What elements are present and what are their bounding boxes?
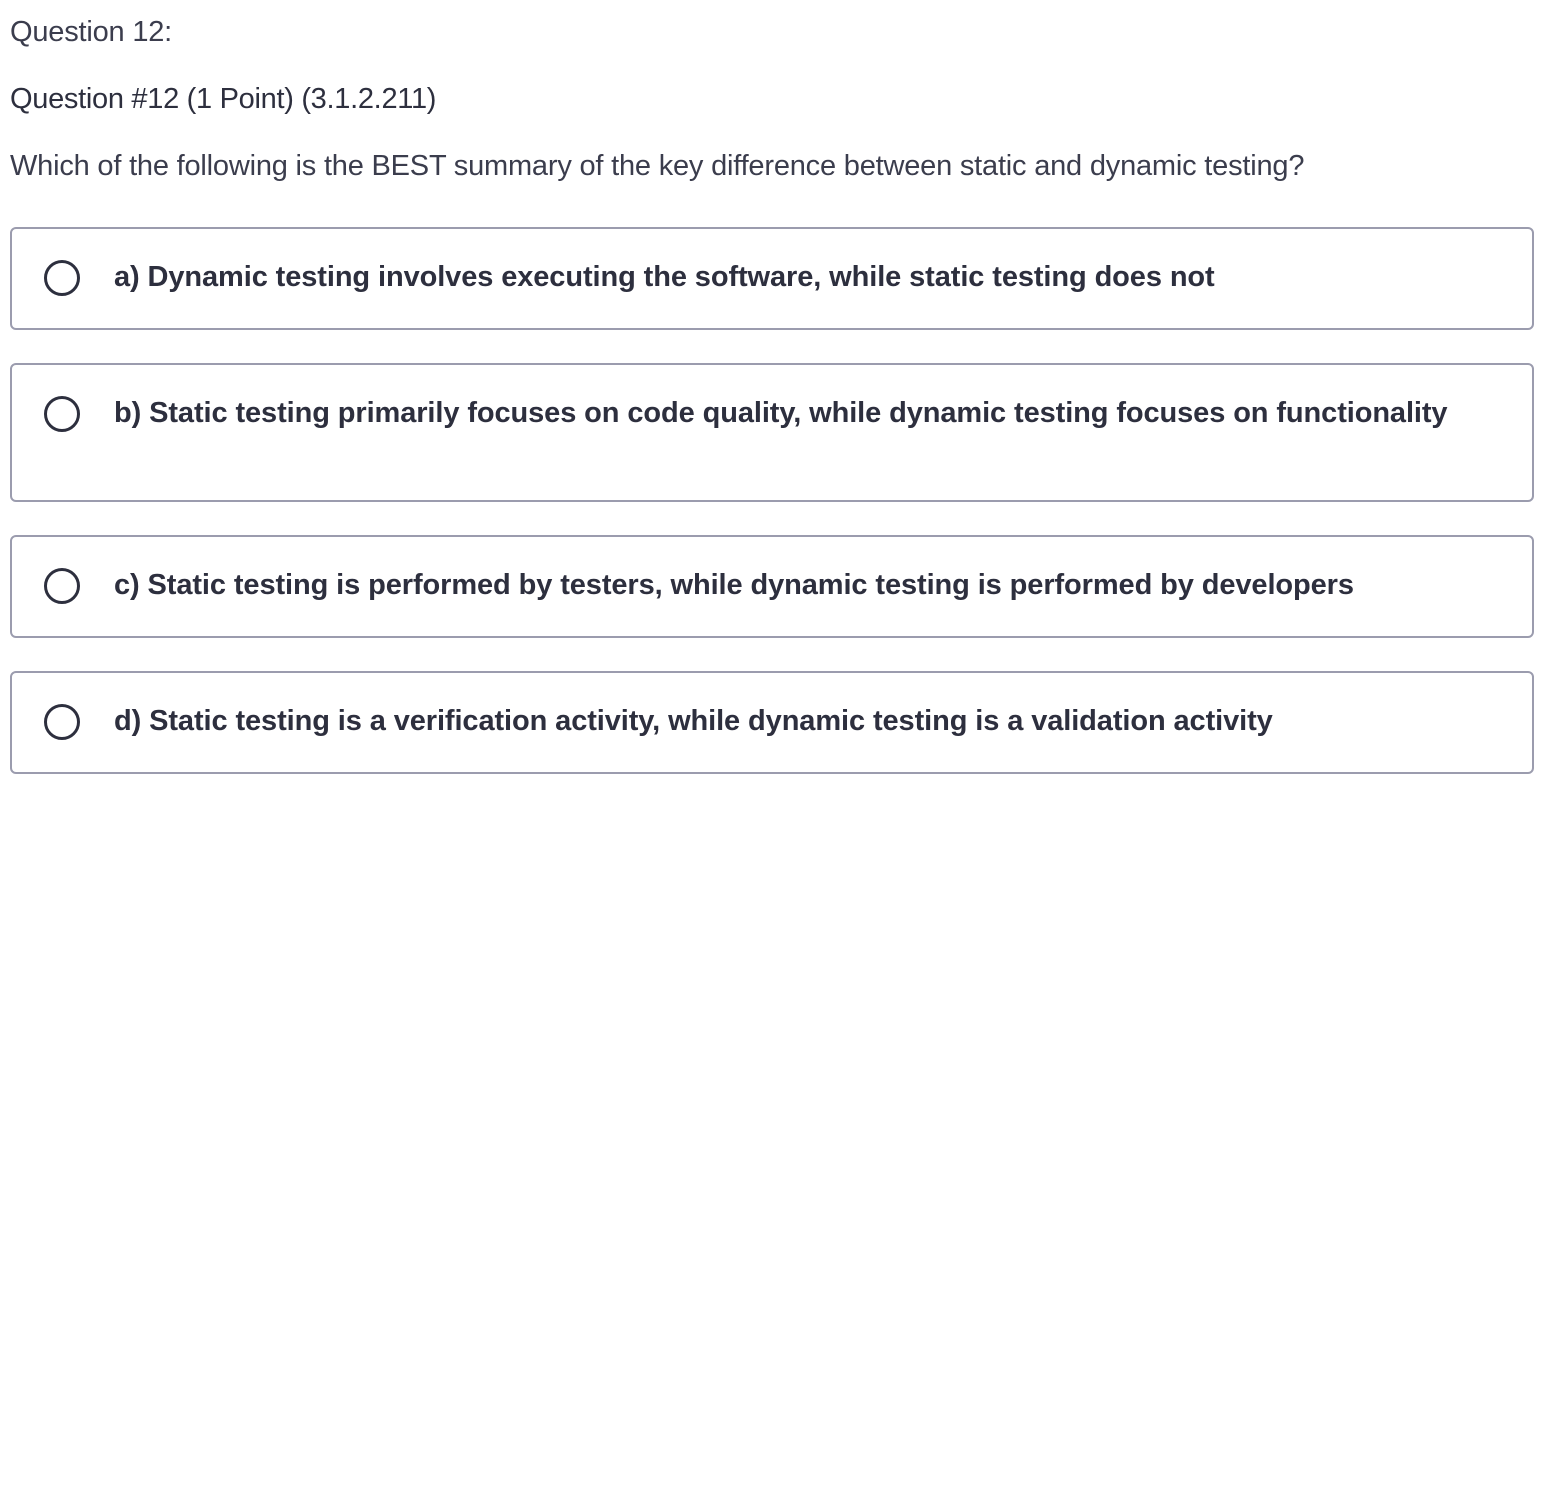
radio-unchecked-icon[interactable] — [44, 396, 80, 432]
answer-option-d[interactable] — [10, 671, 1534, 774]
radio-unchecked-icon[interactable] — [44, 568, 80, 604]
answer-option-a[interactable] — [10, 227, 1534, 330]
answer-option-c[interactable] — [10, 535, 1534, 638]
radio-unchecked-icon[interactable] — [44, 260, 80, 296]
answer-option-label: d) Static testing is a verification activity, while dynamic testing is a validation activity — [114, 705, 1273, 737]
question-number-label: Question 12: — [10, 16, 173, 48]
answer-option-label: b) Static testing primarily focuses on code quality, while dynamic testing focuses on functionality — [114, 397, 1448, 429]
answer-option-b[interactable] — [10, 363, 1534, 502]
answer-option-label: c) Static testing is performed by testers, while dynamic testing is performed by developers — [114, 569, 1354, 601]
question-prompt: Which of the following is the BEST summary of the key difference between static and dynamic testing? — [10, 150, 1305, 182]
answer-option-label: a) Dynamic testing involves executing the software, while static testing does not — [114, 261, 1215, 293]
radio-unchecked-icon[interactable] — [44, 704, 80, 740]
question-heading: Question #12 (1 Point) (3.1.2.211) — [10, 83, 437, 115]
